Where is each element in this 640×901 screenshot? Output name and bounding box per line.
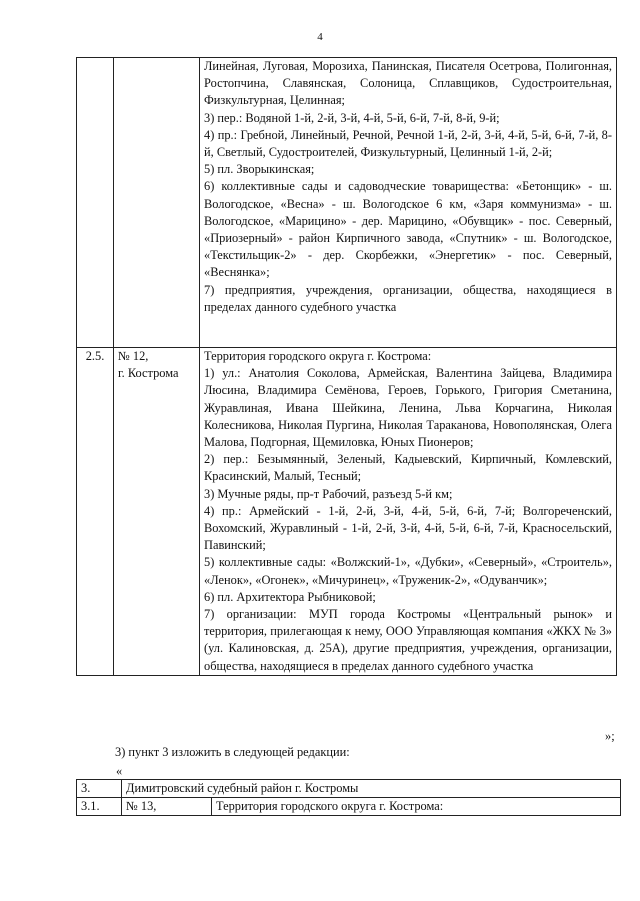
territory-line: 5) коллективные сады: «Волжский-1», «Дубки», «Северный», «Строитель», «Ленок», «Огонек», «Мичуринец», «Труженик-2», «Одуванчик»; [204,555,612,587]
opening-quote-mark: « [116,764,123,778]
territory-line: 5) пл. Зворыкинская; [204,162,315,177]
district-cell [114,58,200,348]
territory-line: 2) пер.: Безымянный, Зеленый, Кадыевский, Кирпичный, Комлевский, Красинский, Малый, Тесный; [204,452,612,484]
district-cell [114,348,200,676]
table-row [77,348,617,676]
territory-line: 4) пр.: Армейский - 1-й, 2-й, 3-й, 4-й, 5-й, 6-й, 7-й; Волгореченский, Вохомский, Журавлиный - 1-й, 2-й, 3-й, 4-й, 5-й, 6-й, 7-й, Красносельский, Павинский; [204,503,612,553]
territory-line: Территория городского округа г. Кострома: [204,349,432,363]
amendment-sentence: 3) пункт 3 изложить в следующей редакции: [115,745,350,759]
table-row [77,780,621,798]
territory-cell [200,58,617,348]
territory-line: Линейная, Луговая, Морозиха, Панинская, Писателя Осетрова, Полигонная, Ростопчина, Славянская, Солоница, Сплавщиков, Судостроительная, Физкультурная, Целинная; [204,59,612,108]
district-number: № 12, [118,349,149,363]
page-number: 4 [317,31,323,43]
territory-line: 7) организации: МУП города Костромы «Центральный рынок» и территория, прилегающая к нему, ООО Управляющая компания «ЖКХ № 3» (ул. Калиновская, д. 25А), другие предприятия, учреждения, организации, общества, находящиеся в пределах данного судебного участка [204,607,612,673]
territory-line: 6) коллективные сады и садоводческие товарищества: «Бетонщик» - ш. Вологодское, «Весна» - ш. Вологодское 6 км, «Заря коммунизма» - ш. Вологодское, «Марицино» - дер. Марицино, «Обувщик» - пос. Северный, «Приозерный» - район Кирпичного завода, «Спутник» - ш. Вологодское, «Текстильщик-2» - дер. Скорбежки, «Энергетик» - пос. Северный, «Веснянка»; [204,179,612,280]
closing-quote-mark: »; [605,729,615,743]
territory-line: 4) пр.: Гребной, Линейный, Речной, Речной 1-й, 2-й, 3-й, 4-й, 5-й, 6-й, 7-й, 8-й, Светлый, Судостроителей, Физкультурный, Целинный 1-й, 2-й; [204,127,612,160]
district-cell: № 13, [122,798,212,816]
row-number-cell: 3.1. [77,798,122,816]
row-number-cell: 3. [77,780,122,798]
district-city: г. Кострома [118,366,179,380]
territory-cell: Территория городского округа г. Кострома: [212,798,621,816]
row-number-cell: 2.5. [77,348,114,676]
territory-line: 3) пер.: Водяной 1-й, 2-й, 3-й, 4-й, 5-й, 6-й, 7-й, 8-й, 9-й; [204,110,500,125]
territory-cell [200,348,617,676]
territory-line: 7) предприятия, учреждения, организации, общества, находящиеся в пределах данного судебного участка [204,282,612,314]
territory-line: 6) пл. Архитектора Рыбниковой; [204,589,376,604]
district-title-cell: Димитровский судебный район г. Костромы [122,780,621,798]
dimitrovsky-table [76,779,621,816]
territory-line: 3) Мучные ряды, пр-т Рабочий, разъезд 5-й км; [204,486,453,501]
table-row [77,58,617,348]
court-districts-table [76,57,617,676]
territory-line: 1) ул.: Анатолия Соколова, Армейская, Валентина Зайцева, Владимира Люсина, Владимира Семёнова, Героев, Горького, Григория Сметанина, Журавлиная, Ивана Шейкина, Ленина, Льва Корчагина, Николая Колесникова, Николая Пургина, Николая Тараканова, Новополянская, Олега Малова, Подгорная, Щемиловка, Юных Пионеров; [204,366,612,450]
row-number-cell [77,58,114,348]
table-row [77,798,621,816]
